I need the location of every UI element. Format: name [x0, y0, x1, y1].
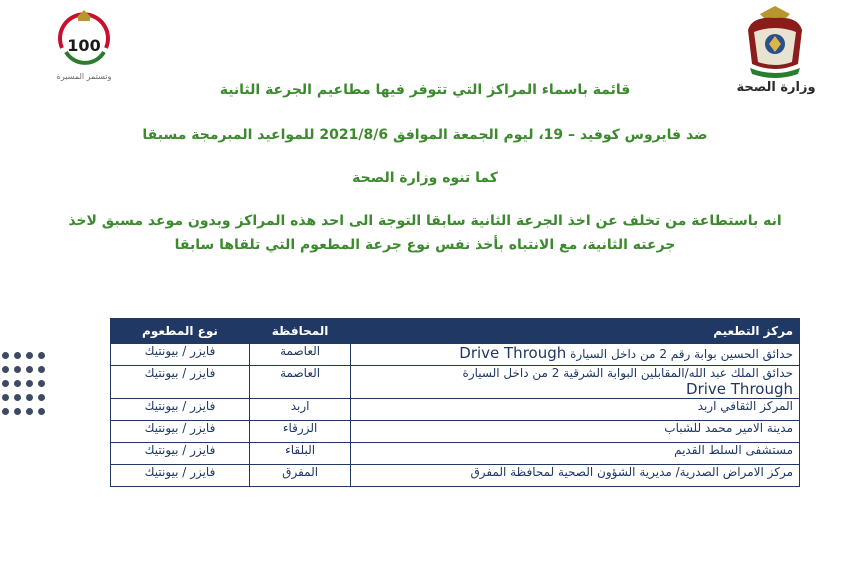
centennial-tagline: وتستمر المسيرة: [56, 72, 112, 81]
cell-vaccine: فايزر / بيونتيك: [111, 399, 250, 421]
cell-governorate: البلقاء: [249, 443, 350, 465]
cell-governorate: العاصمة: [249, 366, 350, 399]
cell-governorate: المفرق: [249, 465, 350, 487]
ministry-notice-line: كما تنوه وزارة الصحة: [352, 170, 498, 186]
ministry-name: وزارة الصحة: [736, 80, 816, 95]
centennial-emblem-icon: [48, 8, 120, 72]
table-row: [111, 344, 800, 366]
drive-through-label: Drive Through: [459, 344, 567, 362]
decorative-dot-grid: [0, 352, 50, 427]
cell-governorate: اربد: [249, 399, 350, 421]
table-row: [111, 421, 800, 443]
cell-center: مستشفى السلط القديم: [351, 443, 800, 465]
cell-vaccine: فايزر / بيونتيك: [111, 421, 250, 443]
cell-center: حدائق الملك عبد الله/المقابلين البوابة الشرقية 2 من داخل السيارة Drive Through: [351, 366, 800, 399]
table-row: [111, 399, 800, 421]
header-vaccine: نوع المطعوم: [111, 319, 250, 344]
drive-through-label: Drive Through: [686, 380, 793, 398]
table-row: [111, 443, 800, 465]
list-title: قائمة باسماء المراكز التي تتوفر فيها مطاعيم الجرعة الثانية: [219, 82, 631, 98]
cell-vaccine: فايزر / بيونتيك: [111, 465, 250, 487]
coat-of-arms-icon: [740, 4, 810, 80]
cell-vaccine: فايزر / بيونتيك: [111, 366, 250, 399]
table-header-row: [111, 319, 800, 344]
cell-vaccine: فايزر / بيونتيك: [111, 443, 250, 465]
cell-governorate: الزرقاء: [249, 421, 350, 443]
cell-center: حدائق الحسين بوابة رقم 2 من داخل السيارة Drive Through: [351, 344, 800, 366]
centennial-logo: [48, 8, 120, 88]
cell-center: المركز الثقافي اربد: [351, 399, 800, 421]
header-governorate: المحافظة: [249, 319, 350, 344]
table-row: [111, 366, 800, 399]
table-row: [111, 465, 800, 487]
notice-paragraph: انه باستطاعة من تخلف عن اخذ الجرعة الثانية سابقا التوجة الى احد هذه المراكز وبدون موعد مسبق لاخذ جرعته الثانية، مع الانتباه بأخذ نفس نوع جرعة المطعوم التي تلقاها سابقا: [68, 213, 782, 253]
header-center: مركز التطعيم: [351, 319, 800, 344]
vaccination-centers-table: [110, 318, 800, 487]
date-line: ضد فايروس كوفيد – 19، ليوم الجمعة الموافق 2021/8/6 للمواعيد المبرمجة مسبقا: [142, 127, 708, 143]
cell-center: مركز الامراض الصدرية/ مديرية الشؤون الصحية لمحافظة المفرق: [351, 465, 800, 487]
cell-center: مدينة الامير محمد للشباب: [351, 421, 800, 443]
cell-vaccine: فايزر / بيونتيك: [111, 344, 250, 366]
cell-governorate: العاصمة: [249, 344, 350, 366]
centennial-number: 100: [67, 36, 101, 55]
